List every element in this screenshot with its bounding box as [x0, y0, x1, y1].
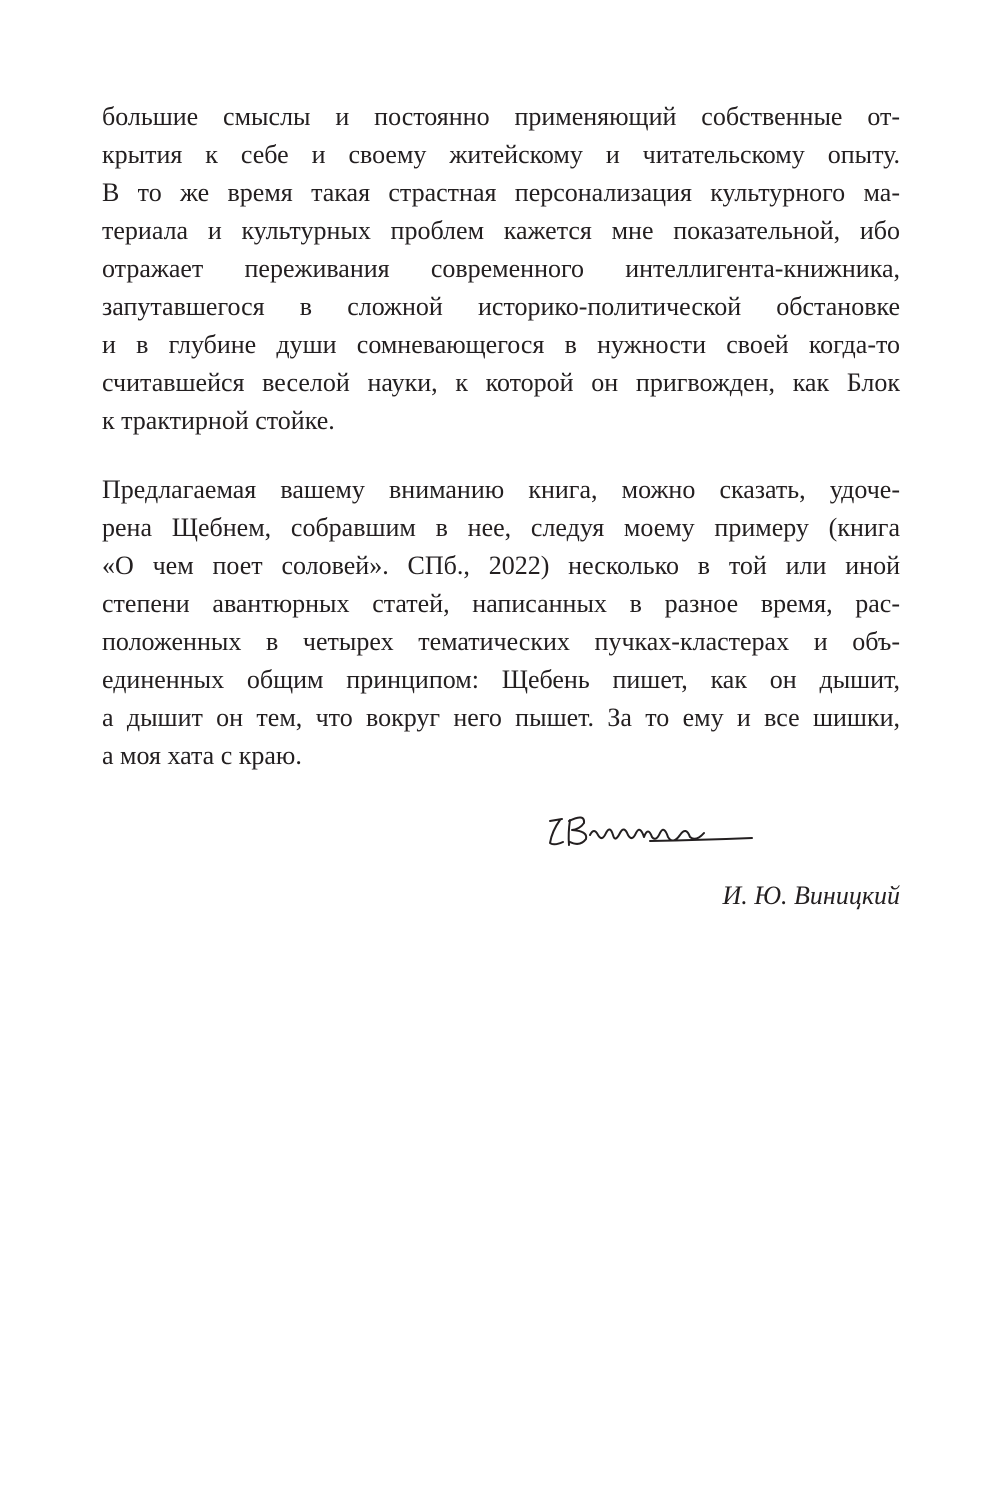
text-line: Предлагаемая вашему вниманию книга, можно сказать, удоче-: [102, 475, 900, 504]
text-line: а моя хата с краю.: [102, 741, 302, 770]
handwritten-signature: [540, 795, 760, 855]
text-line: и в глубине души сомневающегося в нужности своей когда-то: [102, 330, 900, 359]
paragraph-2: [102, 471, 900, 775]
text-line: степени авантюрных статей, написанных в разное время, рас-: [102, 589, 900, 618]
text-line: большие смыслы и постоянно применяющий собственные от-: [102, 102, 900, 131]
text-line: а дышит он тем, что вокруг него пышет. За то ему и все шишки,: [102, 703, 900, 732]
text-line: к трактирной стойке.: [102, 406, 335, 435]
signature-stroke: [569, 817, 587, 845]
text-line: запутавшегося в сложной историко-политической обстановке: [102, 292, 900, 321]
signature-stroke: [590, 829, 704, 840]
text-line: В то же время такая страстная персонализация культурного ма-: [102, 178, 900, 207]
text-line: отражает переживания современного интеллигента-книжника,: [102, 254, 900, 283]
text-line: положенных в четырех тематических пучках-кластерах и объ-: [102, 627, 900, 656]
signature-stroke: [550, 819, 563, 844]
author-name: И. Ю. Виницкий: [722, 881, 900, 910]
text-line: считавшейся веселой науки, к которой он пригвожден, как Блок: [102, 368, 900, 397]
text-line: териала и культурных проблем кажется мне показательной, ибо: [102, 216, 900, 245]
text-line: «О чем поет соловей». СПб., 2022) несколько в той или иной: [102, 551, 900, 580]
signature-underline: [650, 838, 752, 841]
text-line: единенных общим принципом: Щебень пишет, как он дышит,: [102, 665, 900, 694]
text-line: крытия к себе и своему житейскому и читательскому опыту.: [102, 140, 900, 169]
text-line: рена Щебнем, собравшим в нее, следуя моему примеру (книга: [102, 513, 900, 542]
paragraph-1: [102, 98, 900, 440]
